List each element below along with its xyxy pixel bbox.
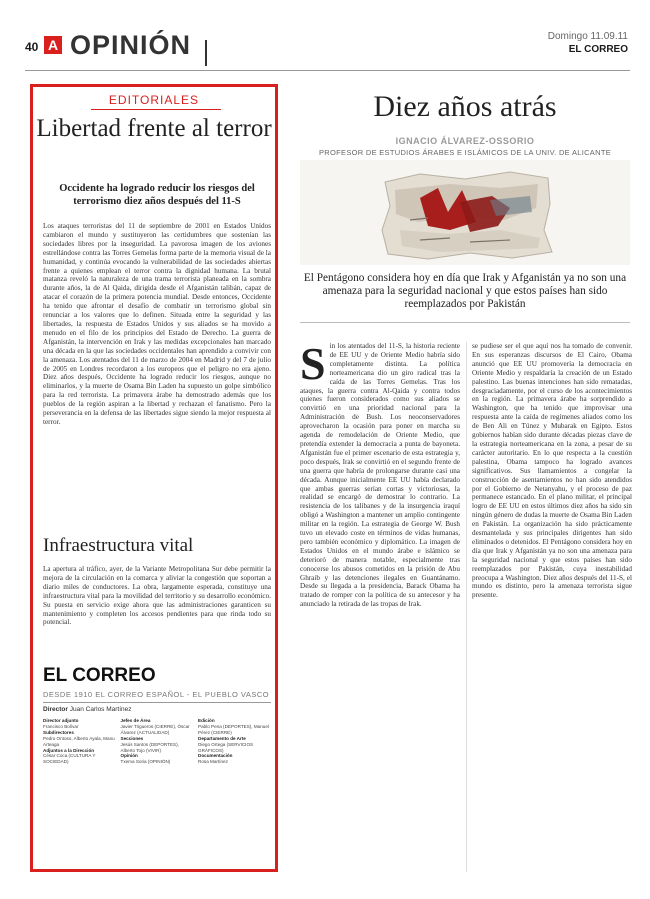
article-body-1: in los atentados del 11-S, la historia reciente de EE UU y de Oriente Medio habría sido completamente distinta. La política norteamericana dio un giro radical tras la caída de las Torres Gemelas. Tras los ataques, la guerra contra Al-Qaida y contra todos quienes fueron considerados como sus aliados se convirtió en una prioridad nacional para la Administración de Bush. Los neoconservadores aprovecharon la ocasión para poner en marcha su agenda de remodelación de Oriente Medio, que pretendía extender la democracia a punta de bayoneta. Afganistán fue el primer escenario de esta estrategia y, poco después, Irak se convirtió en el segundo frente de una guerra que habría de prolongarse durante casi una década. Aunque inicialmente EE UU había declarado que ambas guerras serían cortas y victoriosas, la realidad se encargó de demostrar lo contrario. La resistencia de los talibanes y de la insurgencia iraquí obligó a Washington a mantener un amplio contingente militar en la región. La estrategia de George W. Bush tuvo un elevado coste en términos de vidas humanas, pero también económico y diplomático. La imagen de Estados Unidos en el mundo árabe e islámico se deterioró de manera notable, especialmente tras conocerse los abusos cometidos en la prisión de Abu Ghraib y las detenciones ilegales en Guantánamo. Desde su llegada a la presidencia, Barack Obama ha tratado de romper con la política de su antecesor y ha anunciado la retirada de las tropas de Irak. bbox=[300, 342, 460, 609]
paper-name: EL CORREO bbox=[568, 44, 628, 55]
masthead-tagline: DESDE 1910 EL CORREO ESPAÑOL - EL PUEBLO VASCO bbox=[43, 690, 270, 699]
article-body-2: se pudiese ser el que aquí nos ha tomado de convenir. En sus esperanzas discursos de El Cairo, Obama anunció que EE UU promovería la democracia en Oriente Medio y respaldaría la creación de un Estado palestino. Las buenas intenciones han sido rematadas, desgraciadamente, por el curso de los acontecimientos en la región. La primavera árabe ha sorprendido a Washington, que ha tenido que improvisar una respuesta ante la caída de regímenes aliados como los de Ben Ali en Túnez y Mubarak en Egipto. Estos gobiernos habían sido durante décadas piezas clave de la estrategia norteamericana en la zona, a pesar de su carácter autoritario. En lo que respecta a la cuestión palestina, Obama tampoco ha logrado avances significativos. Sus llamamientos a congelar la construcción de asentamientos no han sido atendidos por el Gobierno de Netanyahu, y el proceso de paz permanece estancado. En el plano militar, el principal logro de EE UU en estos últimos diez años ha sido sin ningún género de dudas la muerte de Osama Bin Laden en Pakistán. La organización ha sido prácticamente desmantelada y sus principales dirigentes han sido eliminados o detenidos. El Pentágono considera hoy en día que Irak y Afganistán ya no son una amenaza para la seguridad nacional y que estos países han sido reemplazados por Pakistán, cuya inestabilidad preocupa a Washington. Diez años después del 11-S, el mundo es distinto, pero la amenaza terrorista sigue presente. bbox=[472, 342, 632, 600]
staff-role: Director adjunto bbox=[43, 718, 79, 723]
staff-role: Secciones bbox=[120, 735, 144, 741]
editorial2-body: La apertura al tráfico, ayer, de la Variante Metropolitana Sur debe permitir la mejora de la circulación en la comarca y aliviar la congestión que soportan a diario miles de conductores. La obra, largamente esperada, constituye una infraestructura vital para la movilidad del territorio y su desarrollo económico. Su puesta en servicio exige ahora que las administraciones garanticen su mantenimiento y completen los accesos pendientes para que rinda todo su potencial. bbox=[43, 565, 271, 627]
masthead-director bbox=[43, 706, 271, 713]
section-logo: A bbox=[44, 36, 62, 54]
staff-name: Francisco Bolívar bbox=[43, 723, 79, 729]
editorial-body: Los ataques terroristas del 11 de septiembre de 2001 en Estados Unidos cambiaron el mundo y sustituyeron las certidumbres que sostenían las sociedades libres por la inseguridad. La pavorosa imagen de los aviones estrellándose contra las Torres Gemelas forma parte de la memoria visual de la humanidad, y continúa evocando la vulnerabilidad de las sociedades abiertas frente a quienes emplean el terror contra la dignidad humana. La brutal matanza reveló la naturaleza de una trama terrorista planeada en la sombra durante años, la de Al Qaida, dirigida desde el Afganistán talibán, capaz de atacar el corazón de la primera potencia mundial. Desde entonces, Occidente ha tenido que afrontar el desafío de combatir un terrorismo global sin renunciar a los valores que lo definen. Situada entre la seguridad y las libertades, la respuesta de Estados Unidos y sus aliados se ha movido a menudo en el filo de los principios del Estado de Derecho. La guerra de Afganistán, la intervención en Irak y las medidas excepcionales han marcado una década en la que las sociedades occidentales han aprendido a convivir con la amenaza. Los atentados del 11 de marzo de 2004 en Madrid y del 7 de julio de 2005 en Londres recordaron a los europeos que el peligro no era ajeno. Diez años después, Occidente ha logrado reducir los riesgos, aunque no eliminarlos, y la muerte de Osama Bin Laden ha supuesto un golpe simbólico para la red terrorista. La primavera árabe ha demostrado además que los pueblos de la región aspiran a la libertad y rechazan el fanatismo. Pero la perseverancia en la defensa de las libertades sigue siendo la mejor respuesta al terror. bbox=[43, 222, 271, 426]
staff-role: Edición bbox=[198, 718, 215, 723]
article-author: IGNACIO ÁLVAREZ-OSSORIO bbox=[395, 136, 535, 146]
article-title: Diez años atrás bbox=[373, 90, 557, 123]
staff-name: Jesús Santos (DEPORTES), Alberto Tojo (VIVIR) bbox=[120, 741, 179, 753]
article-column-2 bbox=[472, 342, 632, 872]
section-title: OPINIÓN bbox=[70, 30, 192, 60]
staff-name: Txema Soria (OPINIÓN) bbox=[120, 759, 171, 765]
author-role: PROFESOR DE ESTUDIOS ÁRABES E ISLÁMICOS DE LA UNIV. DE ALICANTE bbox=[318, 148, 612, 157]
column-separator bbox=[466, 342, 467, 872]
page-header bbox=[0, 0, 650, 80]
lead-rule bbox=[300, 322, 630, 323]
staff-name: César Coca (CULTURA Y SOCIEDAD) bbox=[43, 753, 96, 765]
editorial-kicker: EDITORIALES bbox=[108, 93, 200, 107]
drop-cap: S bbox=[300, 342, 326, 389]
staff-name: Javier Trigueros (CIERRE), Óscar Álvarez (ACTUALIDAD) bbox=[120, 723, 190, 735]
staff-column bbox=[43, 718, 116, 765]
staff-name: Rosa Martínez bbox=[198, 759, 228, 765]
staff-role: Documentación bbox=[198, 753, 233, 759]
article-lead: El Pentágono considera hoy en día que Irak y Afganistán ya no son una amenaza para la seguridad nacional y que estos países han sido reemplazados por Pakistán bbox=[303, 272, 627, 311]
header-divider bbox=[205, 40, 207, 66]
staff-role: Opinión bbox=[120, 753, 138, 759]
article-column-1 bbox=[300, 342, 460, 872]
director-name: Juan Carlos Martínez bbox=[69, 706, 132, 713]
staff-name: Diego Ortega (SERVICIOS GRÁFICOS) bbox=[198, 741, 254, 753]
staff-name: Pablo Pena (DEPORTES), Manuel Pérez (CIERRE) bbox=[198, 723, 269, 735]
staff-column bbox=[198, 718, 271, 765]
staff-role: Subdirectores bbox=[43, 729, 74, 735]
masthead-title: EL CORREO bbox=[43, 665, 156, 686]
masthead bbox=[43, 665, 271, 865]
editorial2-title: Infraestructura vital bbox=[43, 535, 194, 556]
masthead-rule bbox=[43, 702, 271, 703]
masthead-staff bbox=[43, 718, 271, 765]
director-label: Director bbox=[43, 706, 68, 713]
editorial-title: Libertad frente al terror bbox=[36, 115, 272, 142]
page-number: 40 bbox=[25, 40, 39, 54]
kicker-rule bbox=[91, 109, 221, 110]
staff-role: Jefes de Área bbox=[120, 718, 151, 723]
staff-role: Adjuntos a la Dirección bbox=[43, 747, 95, 753]
staff-role: Departamento de Arte bbox=[198, 735, 246, 741]
article-illustration bbox=[300, 160, 630, 265]
issue-date: Domingo 11.09.11 bbox=[547, 31, 628, 42]
staff-column bbox=[121, 718, 194, 765]
editorial-box bbox=[30, 84, 278, 872]
editorial-subtitle: Occidente ha logrado reducir los riesgos del terrorismo diez años después del 11-S bbox=[59, 183, 255, 207]
staff-name: Pedro Ontoso, Alberto Ayala, Manu Arteaga bbox=[43, 735, 115, 747]
torn-paper-illustration bbox=[300, 160, 630, 265]
header-rule bbox=[25, 70, 630, 71]
